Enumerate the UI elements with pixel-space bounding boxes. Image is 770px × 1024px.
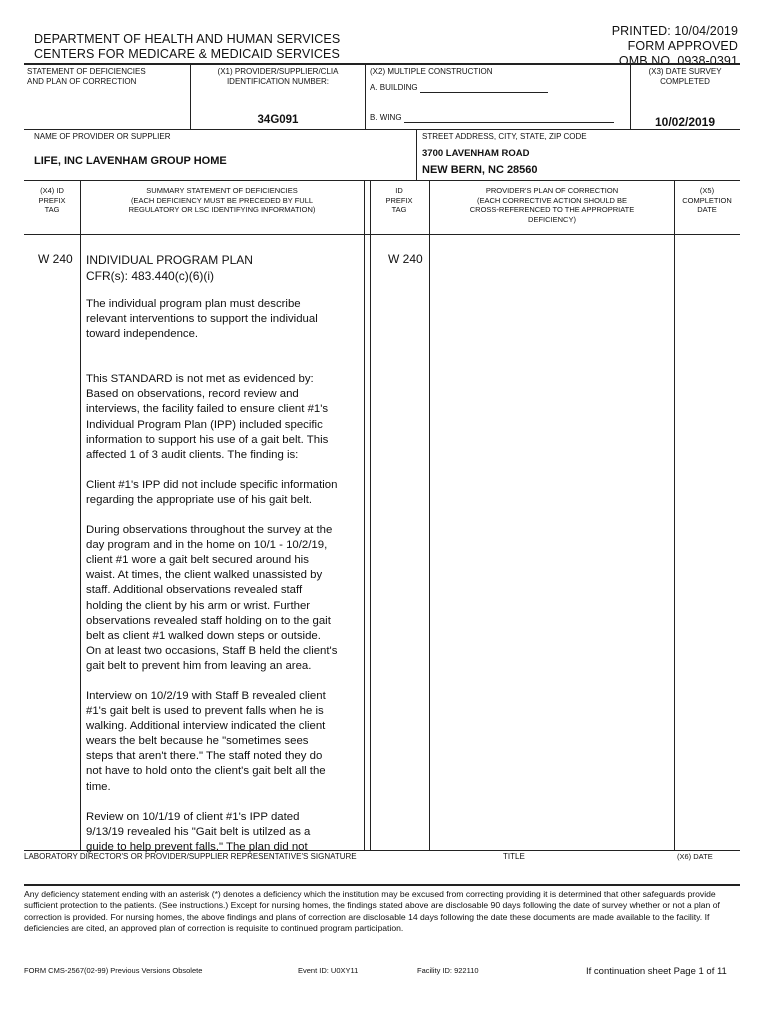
plan-header (430, 186, 674, 224)
plan-line-3: CROSS-REFERENCED TO THE APPROPRIATE (469, 205, 635, 214)
x3-line-2: COMPLETED (660, 77, 710, 86)
deficiency-cfr: CFR(s): 483.440(c)(6)(i) (86, 269, 215, 283)
wing-field (370, 113, 614, 123)
title-label: TITLE (503, 852, 525, 861)
wing-label: B. WING (370, 113, 402, 122)
x5-line-3: DATE (697, 205, 717, 214)
page-indicator: If continuation sheet Page 1 of 11 (586, 966, 727, 977)
summary-header (80, 186, 364, 215)
address-line-2: NEW BERN, NC 28560 (422, 164, 538, 176)
paragraph-6: Review on 10/1/19 of client #1's IPP dated 9/13/19 revealed his "Gait belt is utilzed as a guide to help prevent falls." The plan did not (86, 810, 311, 853)
plan-line-2: (EACH CORRECTIVE ACTION SHOULD BE (476, 195, 628, 205)
signature-top-rule (24, 850, 740, 851)
x2-label: (X2) MULTIPLE CONSTRUCTION (370, 67, 493, 76)
plan-line-4: DEFICIENCY) (528, 214, 576, 224)
box-divider-x2 (365, 63, 366, 129)
event-id: Event ID: U0XY11 (298, 966, 359, 975)
right-tag: W 240 (388, 252, 423, 266)
deficiency-statement (86, 252, 364, 870)
wing-blank (404, 113, 614, 123)
paragraph-5: Interview on 10/2/19 with Staff B revealed client #1's gait belt is used to prevent falls when he is walking. Additional interview indicated the client wears the belt because he "sometimes sees steps that aren't there." The staff noted they do not have to hold onto the client's gait belt all the time. (86, 689, 326, 793)
summary-line-3: REGULATORY OR LSC IDENTIFYING INFORMATION) (128, 205, 316, 214)
box-rule-3 (24, 180, 740, 181)
x1-label (192, 67, 364, 87)
omb-number: OMB NO. 0938-0391 (618, 54, 738, 68)
paragraph-2: This STANDARD is not met as evidenced by: Based on observations, record review and interviews, the facility failed to ensure client #1's Individual Program Plan (IPP) included specific information to support his use of a gait belt. This affected 1 of 3 audit clients. The finding is: (86, 373, 329, 461)
box-divider-address (416, 129, 417, 180)
x6-date-label: (X6) DATE (677, 852, 713, 861)
x3-line-1: (X3) DATE SURVEY (648, 67, 722, 76)
statement-label (27, 67, 146, 87)
x4-header (24, 186, 80, 215)
col-divider-1 (80, 180, 81, 850)
provider-name: LIFE, INC LAVENHAM GROUP HOME (34, 155, 227, 167)
statement-line-1: STATEMENT OF DEFICIENCIES (27, 67, 146, 76)
x4-line-3: TAG (44, 205, 60, 214)
building-blank (420, 83, 548, 93)
box-rule-4 (24, 234, 740, 235)
x5-header (674, 186, 740, 215)
agency-name (34, 32, 340, 62)
id-line-3: TAG (391, 205, 407, 214)
col-divider-3 (370, 180, 371, 850)
col-divider-5 (674, 180, 675, 850)
agency-line-1: DEPARTMENT OF HEALTH AND HUMAN SERVICES (34, 32, 341, 46)
form-approved: FORM APPROVED (627, 39, 738, 53)
facility-id: Facility ID: 922110 (417, 966, 479, 975)
x5-line-1: (X5) (699, 186, 715, 195)
id-line-1: ID (395, 186, 403, 195)
x4-line-1: (X4) ID (40, 186, 64, 195)
signature-label: LABORATORY DIRECTOR'S OR PROVIDER/SUPPLIER REPRESENTATIVE'S SIGNATURE (24, 852, 357, 861)
statement-line-2: AND PLAN OF CORRECTION (27, 77, 137, 86)
provider-name-label: NAME OF PROVIDER OR SUPPLIER (34, 132, 171, 141)
box-top-rule (24, 63, 740, 65)
summary-line-2: (EACH DEFICIENCY MUST BE PRECEDED BY FULL (130, 195, 314, 205)
address-label: STREET ADDRESS, CITY, STATE, ZIP CODE (422, 132, 587, 141)
col-divider-2 (364, 180, 365, 850)
signature-bottom-rule (24, 884, 740, 886)
printed-date: PRINTED: 10/04/2019 (611, 24, 738, 38)
deficiency-title: INDIVIDUAL PROGRAM PLAN (86, 253, 253, 267)
id-line-2: PREFIX (385, 195, 413, 205)
provider-id: 34G091 (257, 114, 299, 126)
box-rule-2 (24, 129, 740, 130)
paragraph-4: During observations throughout the survey at the day program and in the home on 10/1 - 10/2/19, client #1 wore a gait belt secured around his waist. At times, the client walked unassisted by staff. Additional observations revealed staff holding the client by his arm or wrist. Further observations revealed staff holding on to the gait belt as client #1 walked down steps or outside. On at least two occasions, Staff B held the client's gait belt to prevent him from leaving an area. (86, 524, 338, 672)
disclosure-footnote: Any deficiency statement ending with an asterisk (*) denotes a deficiency which the institution may be excused from correcting providing it is determined that other safeguards provide sufficient protection to the patients. (See instructions.) Except for nursing homes, the findings stated above are disclosable 90 days following the date of survey whether or not a plan of correction is provided. For nursing homes, the above findings and plans of correction are disclosable 14 days following the date these documents are made available to the facility. If deficiencies are cited, an approved plan of correction is requisite to continued program participation. (24, 889, 720, 934)
survey-date: 10/02/2019 (654, 115, 716, 129)
x1-line-2: IDENTIFICATION NUMBER: (226, 77, 330, 86)
paragraph-3: Client #1's IPP did not include specific information regarding the appropriate use of his gait belt. (86, 478, 338, 506)
building-field (370, 83, 548, 93)
x5-line-2: COMPLETION (682, 195, 732, 205)
building-label: A. BUILDING (370, 83, 418, 92)
plan-line-1: PROVIDER'S PLAN OF CORRECTION (485, 186, 619, 195)
col-divider-4 (429, 180, 430, 850)
x3-label (632, 67, 738, 87)
left-tag: W 240 (38, 252, 73, 266)
agency-line-2: CENTERS FOR MEDICARE & MEDICAID SERVICES (34, 47, 340, 61)
summary-line-1: SUMMARY STATEMENT OF DEFICIENCIES (146, 186, 298, 195)
address-line-1: 3700 LAVENHAM ROAD (422, 148, 530, 159)
box-divider-x3 (630, 63, 631, 129)
x4-line-2: PREFIX (38, 195, 66, 205)
id-header (370, 186, 428, 215)
box-divider-x1 (190, 63, 191, 129)
paragraph-1: The individual program plan must describe relevant interventions to support the individual toward independence. (86, 298, 318, 341)
x1-line-1: (X1) PROVIDER/SUPPLIER/CLIA (217, 67, 339, 76)
form-number: FORM CMS-2567(02-99) Previous Versions Obsolete (24, 966, 203, 975)
